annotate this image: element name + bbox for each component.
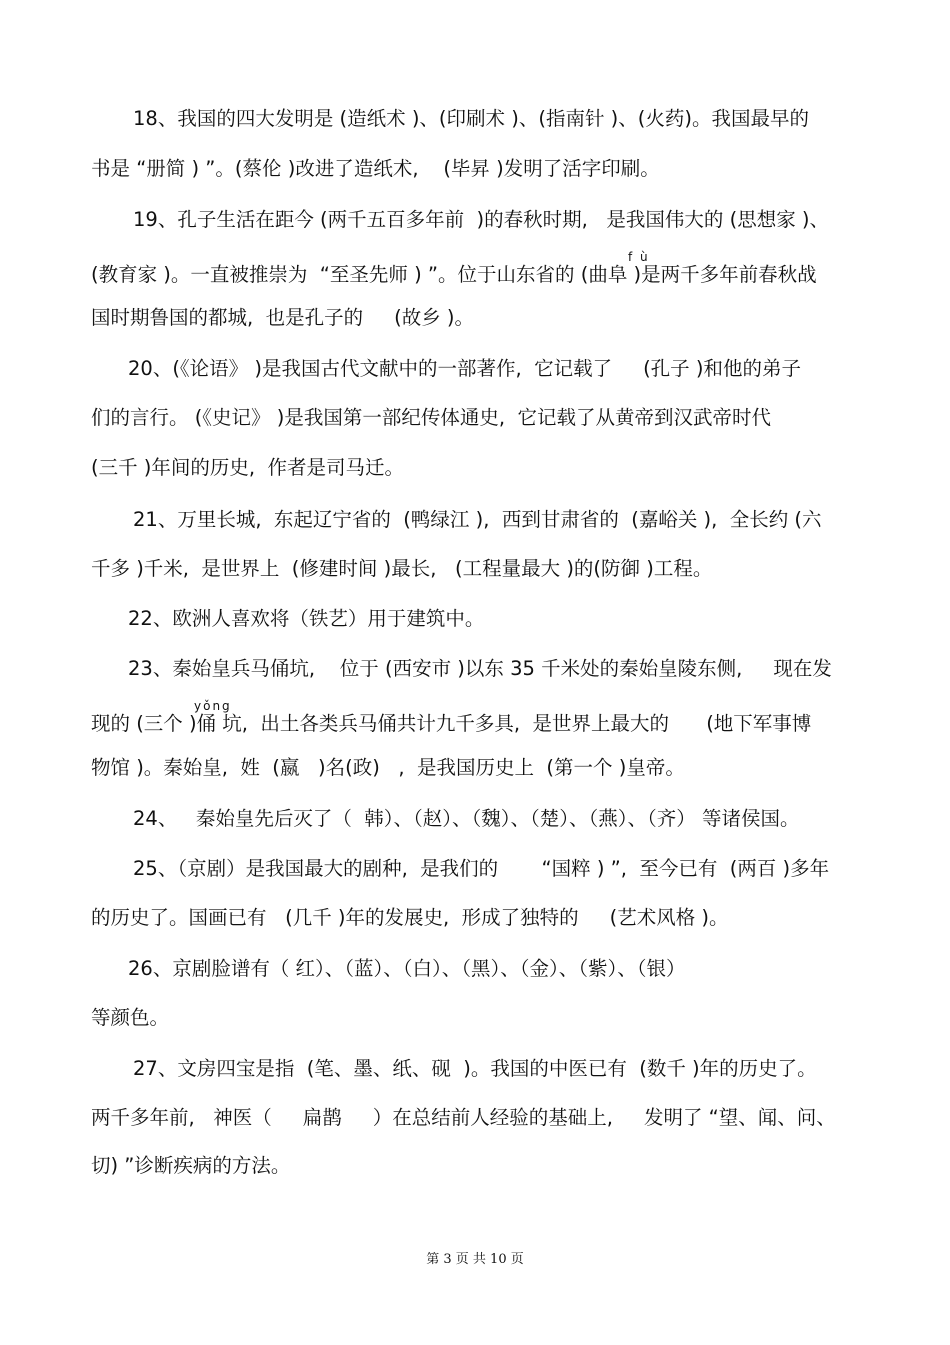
text-line: 国时期鲁国的都城, 也是孔子的 (故乡 )。 (91, 306, 475, 329)
text-line: 物馆 )。秦始皇, 姓 (嬴 )名(政) , 是我国历史上 (第一个 )皇帝。 (91, 756, 685, 779)
text-line: 19、孔子生活在距今 (两千五百多年前 )的春秋时期, 是我国伟大的 (思想家 )、 (133, 208, 830, 231)
text-line: 书是 “册简 ) ”。(蔡伦 )改进了造纸术, (毕昇 )发明了活字印刷。 (91, 157, 660, 180)
text-line: (三千 )年间的历史, 作者是司马迁。 (91, 456, 405, 479)
text-line: 两千多年前, 神医（ 扁鹊 ）在总结前人经验的基础上, 发明了 “望、闻、问、 (91, 1106, 836, 1129)
text-line: 25、（京剧）是我国最大的剧种, 是我们的 “国粹 ) ”, 至今已有 (两百 )多年 (133, 857, 830, 880)
text-line: 千多 )千米, 是世界上 (修建时间 )最长, (工程量最大 )的(防御 )工程。 (91, 557, 713, 580)
text-line: 21、万里长城, 东起辽宁省的 (鸭绿江 ), 西到甘肃省的 (嘉峪关 ), 全长约 (六 (133, 508, 822, 531)
text-line: 23、秦始皇兵马俑坑, 位于 (西安市 )以东 35 千米处的秦始皇陵东侧, 现在发 (128, 657, 832, 680)
page-footer: 第 3 页 共 10 页 (426, 1252, 524, 1267)
text-line: 们的言行。 (《史记》 )是我国第一部纪传体通史, 它记载了从黄帝到汉武帝时代 (91, 406, 771, 429)
text-line: 24、 秦始皇先后灭了（ 韩）、（赵）、（魏）、（楚）、（燕）、（齐） 等诸侯国。 (133, 807, 800, 830)
text-line: 27、文房四宝是指 (笔、墨、纸、砚 )。我国的中医已有 (数千 )年的历史了。 (133, 1057, 817, 1080)
text-line: (教育家 )。一直被推崇为 “至圣先师 ) ”。位于山东省的 (曲阜 )是两千多年前春秋战 (91, 263, 817, 286)
pinyin-annotation: yǒng (194, 699, 232, 713)
text-line: 18、我国的四大发明是 (造纸术 )、(印刷术 )、(指南针 )、(火药)。我国最早的 (133, 107, 809, 130)
text-line: 20、(《论语》 )是我国古代文献中的一部著作, 它记载了 (孔子 )和他的弟子 (128, 357, 801, 380)
text-line: 等颜色。 (91, 1006, 170, 1029)
text-line: 26、京剧脸谱有（ 红）、（蓝）、（白）、（黑）、（金）、（紫）、（银） (128, 957, 686, 980)
text-line: 的历史了。国画已有 (几千 )年的发展史, 形成了独特的 (艺术风格 )。 (91, 906, 729, 929)
text-line: 切) ”诊断疾病的方法。 (91, 1154, 291, 1177)
text-line: 现的 (三个 )俑 坑, 出土各类兵马俑共计九千多具, 是世界上最大的 (地下军事博 (91, 712, 812, 735)
pinyin-annotation: f ù (628, 250, 650, 264)
text-line: 22、欧洲人喜欢将（铁艺）用于建筑中。 (128, 607, 485, 630)
